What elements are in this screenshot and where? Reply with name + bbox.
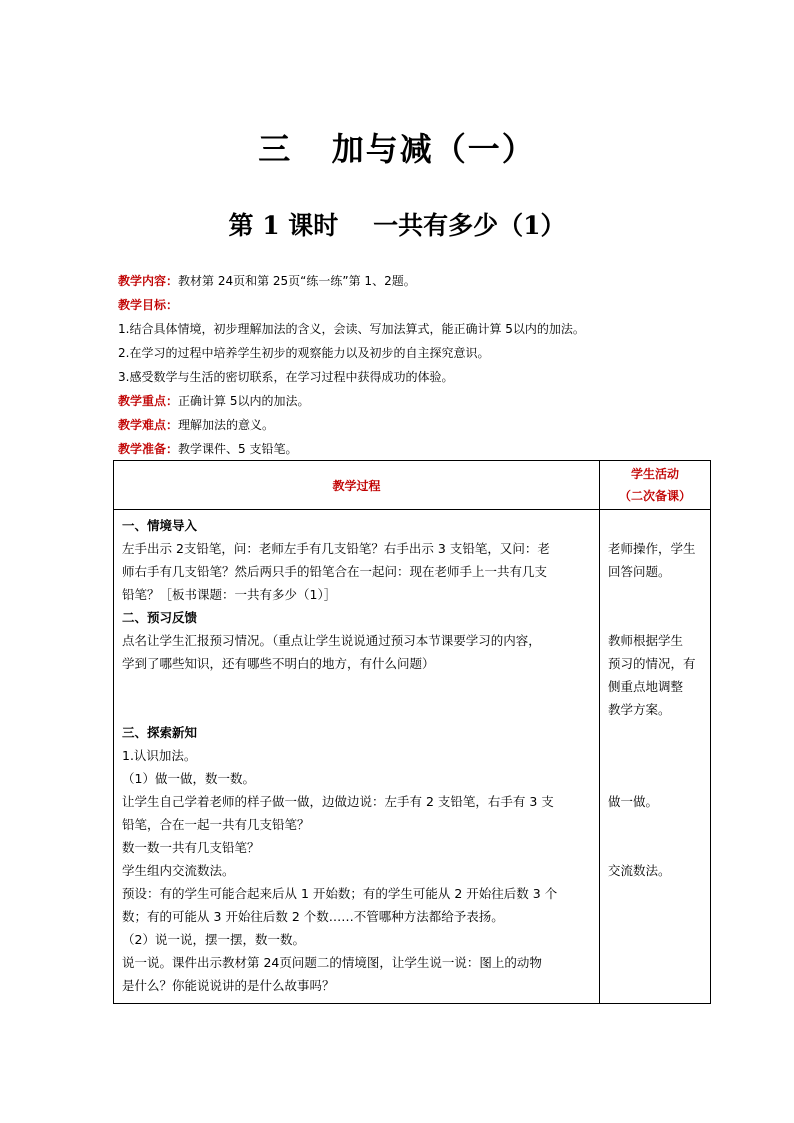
meta-key-point — [118, 393, 718, 409]
spacer — [608, 583, 706, 629]
activity-note: 侧重点地调整 — [608, 679, 684, 694]
process-line: （1）做一做，数一数。 — [122, 771, 255, 786]
header-side-line: 学生活动 — [630, 467, 679, 481]
table-body-row — [114, 510, 711, 1004]
meta-text: 教学课件、5 支铅笔。 — [178, 442, 298, 456]
meta-text: 3.感受数学与生活的密切联系，在学习过程中获得成功的体验。 — [118, 370, 454, 384]
meta-text: 2.在学习的过程中培养学生初步的观察能力以及初步的自主探究意识。 — [118, 346, 490, 360]
meta-label: 教学重点： — [118, 394, 179, 408]
activity-note: 教学方案。 — [608, 702, 671, 717]
process-line — [122, 698, 593, 721]
spacer — [608, 813, 706, 859]
process-line: 左手出示 2支铅笔，问：老师左手有几支铅笔？右手出示 3 支铅笔，又问：老 — [122, 541, 550, 556]
process-line: 让学生自己学着老师的样子做一做，边做边说：左手有 2 支铅笔，右手有 3 支 — [122, 794, 554, 809]
process-line: 一、情境导入 — [122, 518, 198, 533]
activity-note: 回答问题。 — [608, 564, 671, 579]
meta-text: 正确计算 5以内的加法。 — [178, 394, 310, 408]
objective-2 — [118, 345, 718, 361]
meta-text: 理解加法的意义。 — [178, 418, 275, 432]
activity-note: 交流数法。 — [608, 863, 671, 878]
process-line: 学生组内交流数法。 — [122, 863, 235, 878]
meta-preparation — [118, 441, 718, 457]
process-line: 预设：有的学生可能合起来后从 1 开始数；有的学生可能从 2 开始往后数 3 个 — [122, 886, 558, 901]
process-line: 三、探索新知 — [122, 725, 198, 740]
process-line: 数；有的可能从 3 开始往后数 2 个数……不管哪种方法都给予表扬。 — [122, 909, 504, 924]
activity-note: 预习的情况，有 — [608, 656, 696, 671]
process-line: 师右手有几支铅笔？然后两只手的铅笔合在一起问：现在老师手上一共有几支 — [122, 564, 548, 579]
lesson-plan-table — [113, 460, 711, 1004]
process-line: 说一说。课件出示教材第 24页问题二的情境图，让学生说一说：图上的动物 — [122, 955, 542, 970]
activity-note: 教师根据学生 — [608, 633, 684, 648]
meta-label: 教学内容： — [118, 274, 179, 288]
activity-note: 做一做。 — [608, 794, 659, 809]
meta-content — [118, 273, 718, 289]
header-student-activity — [600, 461, 711, 510]
spacer — [608, 514, 706, 537]
meta-label: 教学难点： — [118, 418, 179, 432]
unit-title: 三 加与减（一） — [258, 130, 536, 168]
meta-text: 教材第 24页和第 25页“练一练”第 1、2题。 — [178, 274, 416, 288]
process-line: （2）说一说，摆一摆，数一数。 — [122, 932, 305, 947]
process-line: 学到了哪些知识，还有哪些不明白的地方，有什么问题） — [122, 656, 435, 671]
student-activity-cell — [600, 510, 711, 1004]
meta-difficulty — [118, 417, 718, 433]
meta-text: 1.结合具体情境，初步理解加法的含义，会读、写加法算式，能正确计算 5以内的加法。 — [118, 322, 585, 336]
meta-label: 教学准备： — [118, 442, 179, 456]
activity-note: 老师操作，学生 — [608, 541, 696, 556]
objective-3 — [118, 369, 718, 385]
process-line: 铅笔，合在一起一共有几支铅笔？ — [122, 817, 310, 832]
process-line: 数一数一共有几支铅笔？ — [122, 840, 260, 855]
process-line: 铅笔？［板书课题：一共有多少（1）］ — [122, 587, 337, 602]
process-line — [122, 675, 593, 698]
table-header-row — [114, 461, 711, 510]
process-line: 是什么？你能说说讲的是什么故事吗？ — [122, 978, 335, 993]
spacer — [608, 721, 706, 790]
meta-objectives — [118, 297, 718, 313]
header-teaching-process: 教学过程 — [114, 461, 600, 510]
process-cell — [114, 510, 600, 1004]
process-line: 点名让学生汇报预习情况。（重点让学生说说通过预习本节课要学习的内容， — [122, 633, 541, 648]
lesson-title: 第 1 课时 一共有多少（1） — [228, 211, 566, 240]
header-side-line: （二次备课） — [618, 489, 691, 503]
process-line: 二、预习反馈 — [122, 610, 198, 625]
objective-1 — [118, 321, 718, 337]
meta-label: 教学目标： — [118, 298, 179, 312]
process-line: 1.认识加法。 — [122, 748, 197, 763]
